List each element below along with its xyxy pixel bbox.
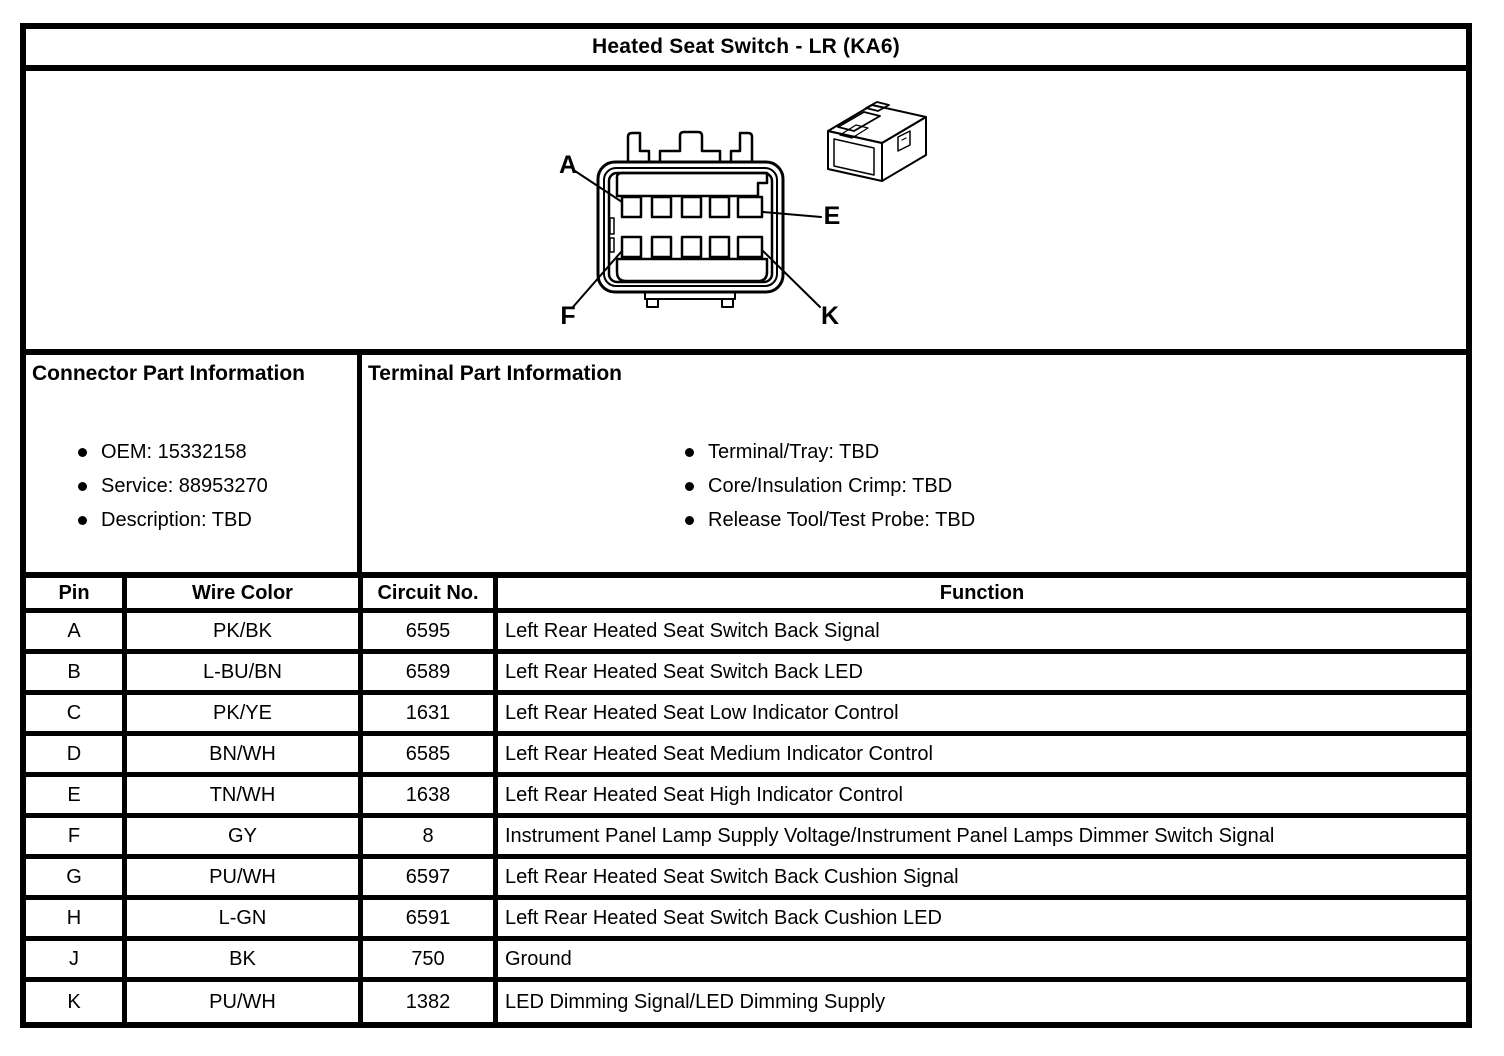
- circuit-no-cell: 6595: [363, 613, 498, 654]
- connector-3d-view: [828, 102, 926, 181]
- list-item-text: OEM: 15332158: [101, 440, 247, 463]
- list-item: [32, 469, 351, 503]
- connector-foot-right: [722, 299, 733, 307]
- connector-part-info-list: [32, 435, 351, 537]
- function-cell: Left Rear Heated Seat Switch Back Cushion Signal: [498, 859, 1466, 900]
- pin-cell: D: [26, 736, 127, 777]
- connector-body-outline: [598, 162, 783, 292]
- pin-label-f: F: [560, 302, 576, 330]
- list-item: [708, 503, 1460, 537]
- wire-color-cell: TN/WH: [127, 777, 363, 818]
- bullet-icon: [78, 448, 87, 457]
- function-cell: LED Dimming Signal/LED Dimming Supply: [505, 990, 886, 1013]
- service-sheet-page: [20, 23, 1472, 1028]
- function-cell: Left Rear Heated Seat High Indicator Control: [498, 777, 1466, 818]
- function-cell: Left Rear Heated Seat Switch Back Signal: [498, 613, 1466, 654]
- circuit-no-cell: 1638: [363, 777, 498, 818]
- connector-left-detail: [610, 218, 614, 234]
- bullet-icon: [78, 516, 87, 525]
- list-item: [32, 435, 351, 469]
- list-item-text: Release Tool/Test Probe: TBD: [708, 508, 976, 531]
- bullet-icon: [78, 482, 87, 491]
- function-cell: Left Rear Heated Seat Low Indicator Control: [498, 695, 1466, 736]
- circuit-no-cell: 6585: [363, 736, 498, 777]
- terminal-part-info-list: [368, 435, 1460, 537]
- list-item-text: Description: TBD: [101, 508, 252, 531]
- circuit-no-cell: 1631: [363, 695, 498, 736]
- wire-color-cell: PK/BK: [127, 613, 363, 654]
- function-cell: Left Rear Heated Seat Switch Back LED: [498, 654, 1466, 695]
- list-item: [708, 435, 1460, 469]
- pin-cell: H: [26, 900, 127, 941]
- function-cell: Ground: [498, 941, 1466, 982]
- circuit-no-cell: 8: [363, 818, 498, 859]
- connector-hood: [617, 173, 767, 196]
- column-header-circuit-no: Circuit No.: [363, 578, 498, 613]
- bullet-icon: [685, 516, 694, 525]
- connector-foot-left: [647, 299, 658, 307]
- bullet-icon: [685, 448, 694, 457]
- list-item-text: Service: 88953270: [101, 474, 268, 497]
- bullet-icon: [685, 482, 694, 491]
- column-header-pin: Pin: [26, 578, 127, 613]
- wire-color-cell: GY: [127, 818, 363, 859]
- connector-top-tab-right: [731, 133, 752, 162]
- pin-cell: E: [26, 777, 127, 818]
- circuit-no-cell: 1382: [363, 982, 498, 1022]
- pin-cell: K: [26, 982, 127, 1022]
- connector-lower-bar: [617, 259, 767, 281]
- connector-left-detail: [610, 238, 614, 252]
- list-item: [708, 469, 1460, 503]
- function-cell: Left Rear Heated Seat Medium Indicator Control: [498, 736, 1466, 777]
- pin-cell: J: [26, 941, 127, 982]
- terminal-part-info-heading: Terminal Part Information: [368, 362, 622, 385]
- pin-cell: C: [26, 695, 127, 736]
- terminal-part-info-cell: [362, 355, 1466, 572]
- column-header-function: Function: [498, 578, 1466, 613]
- pin-cell: G: [26, 859, 127, 900]
- connector-top-tab-center: [660, 132, 720, 162]
- wire-color-cell: BK: [127, 941, 363, 982]
- connector-part-info-cell: [26, 355, 362, 572]
- page-title: Heated Seat Switch - LR (KA6): [26, 29, 1466, 71]
- terminal-row-top: [622, 197, 762, 217]
- circuit-no-cell: 6589: [363, 654, 498, 695]
- pin-label-e: E: [823, 202, 841, 230]
- connector-diagram: [26, 71, 1466, 349]
- pin-cell: A: [26, 613, 127, 654]
- list-item: [32, 503, 351, 537]
- pin-cell: F: [26, 818, 127, 859]
- wire-color-cell: BN/WH: [127, 736, 363, 777]
- pin-label-k: K: [820, 302, 840, 330]
- circuit-no-cell: 750: [363, 941, 498, 982]
- part-information-section: [26, 355, 1466, 578]
- wire-color-cell: L-BU/BN: [127, 654, 363, 695]
- function-cell: Instrument Panel Lamp Supply Voltage/Instrument Panel Lamps Dimmer Switch Signal: [498, 818, 1466, 859]
- connector-diagram-section: [26, 71, 1466, 355]
- terminal-row-bottom: [622, 237, 762, 257]
- column-header-wire-color: Wire Color: [127, 578, 363, 613]
- circuit-no-cell: 6597: [363, 859, 498, 900]
- pin-cell: B: [26, 654, 127, 695]
- connector-top-tab-left: [628, 133, 649, 162]
- connector-body-outline-inner: [604, 168, 777, 286]
- wire-color-cell: L-GN: [127, 900, 363, 941]
- function-cell: Left Rear Heated Seat Switch Back Cushion LED: [498, 900, 1466, 941]
- connector-part-info-heading: Connector Part Information: [32, 362, 306, 385]
- wire-color-cell: PU/WH: [127, 859, 363, 900]
- connector-cavity: [609, 173, 772, 282]
- list-item-text: Core/Insulation Crimp: TBD: [708, 474, 953, 497]
- pin-label-a: A: [558, 151, 578, 179]
- wire-color-cell: PK/YE: [127, 695, 363, 736]
- list-item-text: Terminal/Tray: TBD: [708, 440, 880, 463]
- pin-function-table: [26, 578, 1466, 1022]
- wire-color-cell: PU/WH: [127, 982, 363, 1022]
- circuit-no-cell: 6591: [363, 900, 498, 941]
